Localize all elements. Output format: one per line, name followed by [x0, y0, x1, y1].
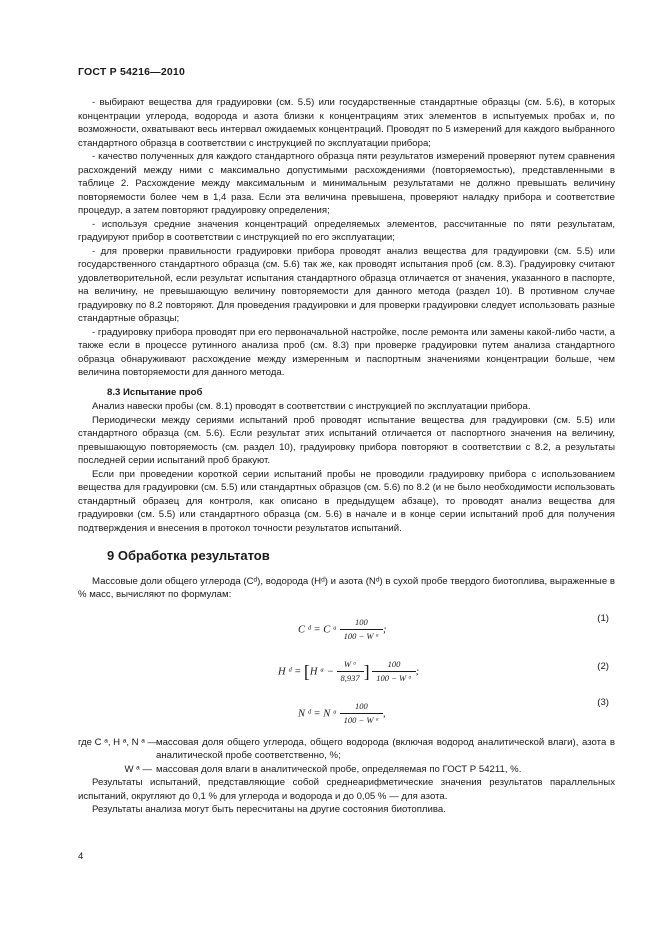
- formula-1-number: (1): [597, 612, 609, 624]
- list-item: - для проверки правильности градуировки прибора проводят анализ вещества для градуировки (см. 5.5) или государственного стандартного образца (см. 5.6) так же, как проводят испытания проб (см. 8.3). Градуировку считают удовлетворительной, если результат испытания стандартного образца отличается от значения, указанного в паспорте, на величину, не превышающую величину повторяемости для данного метода (раздел 10). В противном случае градуировку по 8.2 повторяют. Для проведения градуировки и для проверки градуировки следует использовать разные стандартные образцы;: [78, 245, 615, 324]
- formula-2: H ᵈ = [H ᵃ − $\frac{\text{W ᵃ}}{8,937}$ ] $\frac{100}{\text{100 − W ᵃ}}$ ; (2): [78, 648, 615, 692]
- formula-1-fraction: $\frac{100}{\text{100 − W ᵃ}}$: [340, 616, 383, 644]
- page-body: [78, 96, 615, 817]
- legend-symbols: где C ᵃ, H ᵃ, N ᵃ —: [78, 736, 158, 748]
- intro-paragraph: Массовые доли общего углерода (Cᵈ), водорода (Hᵈ) и азота (Nᵈ) в сухой пробе твердого биотоплива, выраженные в % масс, вычисляют по формулам:: [78, 575, 615, 600]
- formula-2-lhs: H ᵈ =: [278, 665, 304, 677]
- paragraph: Анализ навески пробы (см. 8.1) проводят в соответствии с инструкцией по эксплуатации прибора.: [92, 401, 531, 412]
- formula-2-number: (2): [597, 660, 609, 672]
- formula-2-fraction: $\frac{100}{\text{100 − W ᵃ}}$: [372, 658, 415, 686]
- paragraph: Результаты анализа могут быть пересчитаны на другие состояния биотоплива.: [92, 804, 446, 815]
- formula-3-number: (3): [597, 696, 609, 708]
- page-header: ГОСТ Р 54216—2010: [78, 66, 186, 78]
- formula-1: C ᵈ = C ᵃ $\frac{100}{\text{100 − W ᵃ}}$ ; (1): [78, 608, 615, 648]
- paragraph: Периодически между сериями испытаний проб проводят испытание вещества для градуировки (см. 5.5) или стандартного образца (см. 5.6). Если результат этих испытаний отличается от паспортного значения на величину, превышающую повторяемость (см. раздел 10), градуировку прибора повторяют в соответствии с 8.2, а результаты последней серии испытаний проб бракуют.: [78, 414, 615, 466]
- formula-3: N ᵈ = N ᵃ $\frac{100}{\text{100 − W ᵃ}}$ , (3): [78, 692, 615, 732]
- list-item: - градуировку прибора проводят при его первоначальной настройке, после ремонта или замены какой-либо части, а также если в процессе рутинного анализа проб (см. 8.3) при проверке градуировки путем анализа стандартного образца обнаруживают расхождение между измеренным и паспортным значениями концентрации больше, чем величина повторяемости для данного метода.: [78, 326, 615, 378]
- legend-row: [78, 763, 615, 777]
- list-item: - качество полученных для каждого стандартного образца пяти результатов измерений проверяют путем сравнения расхождений между ними с максимально допустимыми расхождениями (повторяемостью), представленными в таблице 2. Расхождение между максимальным и минимальным результатами не должно превышать величину повторяемости более чем в 1,4 раза. Если эта величина превышена, проверяют наладку прибора и соответствие процедур, а затем повторяют градуировку определения;: [78, 151, 615, 216]
- formula-3-lhs: N ᵈ = N ᵃ: [298, 707, 338, 719]
- formula-2-inner-fraction: $\frac{\text{W ᵃ}}{8,937}$: [337, 658, 364, 686]
- legend-text: массовая доля общего углерода, общего водорода (включая водород аналитической влаги), азота в аналитической пробе соответственно, %;: [156, 736, 615, 761]
- legend-symbols: W ᵃ —: [124, 763, 152, 775]
- paragraph: Результаты испытаний, представляющие собой среднеарифметические значения результатов параллельных испытаний, округляют до 0,1 % для углерода и водорода и до 0,05 % — для азота.: [78, 777, 615, 802]
- legend-row: [78, 736, 615, 763]
- list-item: - используя средние значения концентраций определяемых элементов, рассчитанные по пяти результатам, градуируют прибор в соответствии с инструкцией по его эксплуатации;: [78, 218, 615, 243]
- section-heading-8-3: 8.3 Испытание проб: [107, 386, 203, 398]
- formula-1-lhs: C ᵈ = C ᵃ: [298, 623, 338, 635]
- formula-3-fraction: $\frac{100}{\text{100 − W ᵃ}}$: [340, 700, 383, 728]
- formula-legend: [78, 736, 615, 777]
- legend-text: массовая доля влаги в аналитической пробе, определяемая по ГОСТ Р 54211, %.: [156, 763, 522, 775]
- list-item: - выбирают вещества для градуировки (см. 5.5) или государственные стандартные образцы (см. 5.6), в которых концентрации углерода, водорода и азота близки к концентрациям этих элементов в испытуемых пробах и, по возможности, охватывают весь интервал ожидаемых концентраций. Проводят по 5 измерений для каждого выбранного стандартного образца в соответствии с инструкцией по эксплуатации прибора;: [78, 97, 615, 149]
- paragraph: Если при проведении короткой серии испытаний пробы не проводили градуировку прибора с использованием вещества для градуировки (см. 5.5) или стандартных образцов (см. 5.6) по 8.2 (и не было необходимости использовать стандартный образец для контроля, как описано в предыдущем абзаце), то проводят анализ вещества для градуировки (см. 5.5) или стандартного образца (см. 5.6) в начале и в конце серии испытаний проб для получения подтверждения и внесения в протокол точности результатов испытаний.: [78, 468, 615, 534]
- section-heading-9: 9 Обработка результатов: [107, 548, 270, 563]
- page-number: 4: [78, 851, 84, 862]
